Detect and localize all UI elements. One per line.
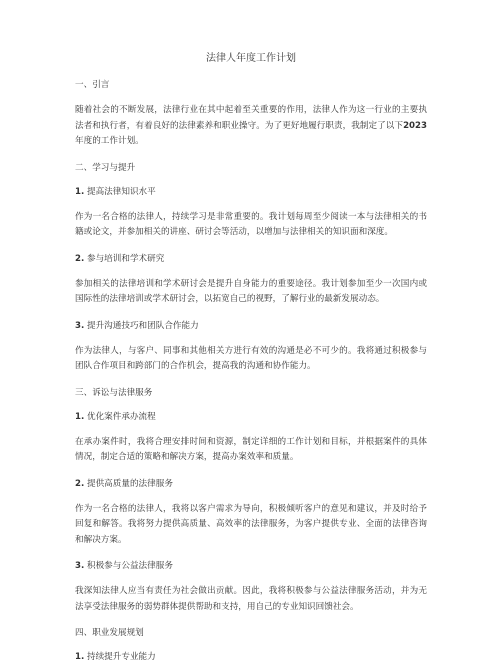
subheading-number: 1. (75, 186, 85, 197)
paragraph-3-1: 在承办案件时，我将合理安排时间和资源，制定详细的工作计划和目标，并根据案件的具体情况，制定合适的策略和解决方案，提高办案效率和质量。 (75, 436, 427, 462)
subheading-number: 1. (75, 411, 85, 422)
subheading-number: 3. (75, 320, 85, 331)
subheading-number: 2. (75, 253, 85, 264)
intro-paragraph (75, 103, 427, 150)
subheading-title: 参与培训和学术研究 (84, 253, 165, 264)
subheading-title: 提高法律知识水平 (84, 186, 156, 197)
subheading-2-1 (75, 186, 427, 198)
subheading-title: 持续提升专业能力 (84, 652, 156, 662)
paragraph-2-3: 作为法律人，与客户、同事和其他相关方进行有效的沟通是必不可少的。我将通过积极参与团队合作项目和跨部门的合作机会，提高我的沟通和协作能力。 (75, 345, 427, 371)
paragraph-2-1: 作为一名合格的法律人，持续学习是非常重要的。我计划每周至少阅读一本与法律相关的书籍或论文，并参加相关的讲座、研讨会等活动，以增加与法律相关的知识面和深度。 (75, 211, 427, 237)
paragraph-2-2: 参加相关的法律培训和学术研讨会是提升自身能力的重要途径。我计划参加至少一次国内或国际性的法律培训或学术研讨会，以拓宽自己的视野，了解行业的最新发展动态。 (75, 278, 427, 304)
subheading-4-1 (75, 651, 427, 663)
subheading-2-2 (75, 253, 427, 265)
subheading-title: 提供高质量的法律服务 (84, 478, 173, 489)
paragraph-3-3: 我深知法律人应当有责任为社会做出贡献。因此，我将积极参与公益法律服务活动，并为无法享受法律服务的弱势群体提供帮助和支持，用自己的专业知识回馈社会。 (75, 586, 427, 612)
intro-text-b: 年度的工作计划。 (75, 136, 144, 146)
section-heading-litigation: 三、诉讼与法律服务 (75, 387, 153, 398)
intro-year: 2023 (403, 120, 427, 131)
paragraph-3-2: 作为一名合格的法律人，我将以客户需求为导向，积极倾听客户的意见和建议，并及时给予回复和解答。我将努力提供高质量、高效率的法律服务，为客户提供专业、全面的法律咨询和解决方案。 (75, 503, 427, 545)
section-heading-learning: 二、学习与提升 (75, 162, 136, 173)
subheading-number: 3. (75, 561, 85, 571)
subheading-2-3 (75, 320, 427, 332)
section-heading-intro: 一、引言 (75, 80, 110, 90)
subheading-title: 积极参与公益法律服务 (84, 561, 173, 571)
intro-text-a: 随着社会的不断发展，法律行业在其中起着至关重要的作用，法律人作为这一行业的主要执法者和执行者，有着良好的法律素养和职业操守。为了更好地履行职责，我制定了以下 (75, 105, 427, 131)
subheading-3-2 (75, 478, 427, 490)
document-title: 法律人年度工作计划 (206, 53, 296, 64)
subheading-3-1 (75, 411, 427, 423)
subheading-title: 优化案件承办流程 (84, 411, 156, 422)
subheading-number: 2. (75, 478, 85, 489)
subheading-3-3 (75, 560, 427, 572)
subheading-title: 提升沟通技巧和团队合作能力 (84, 320, 199, 331)
subheading-number: 1. (75, 652, 85, 662)
section-heading-career: 四、职业发展规划 (75, 628, 144, 638)
